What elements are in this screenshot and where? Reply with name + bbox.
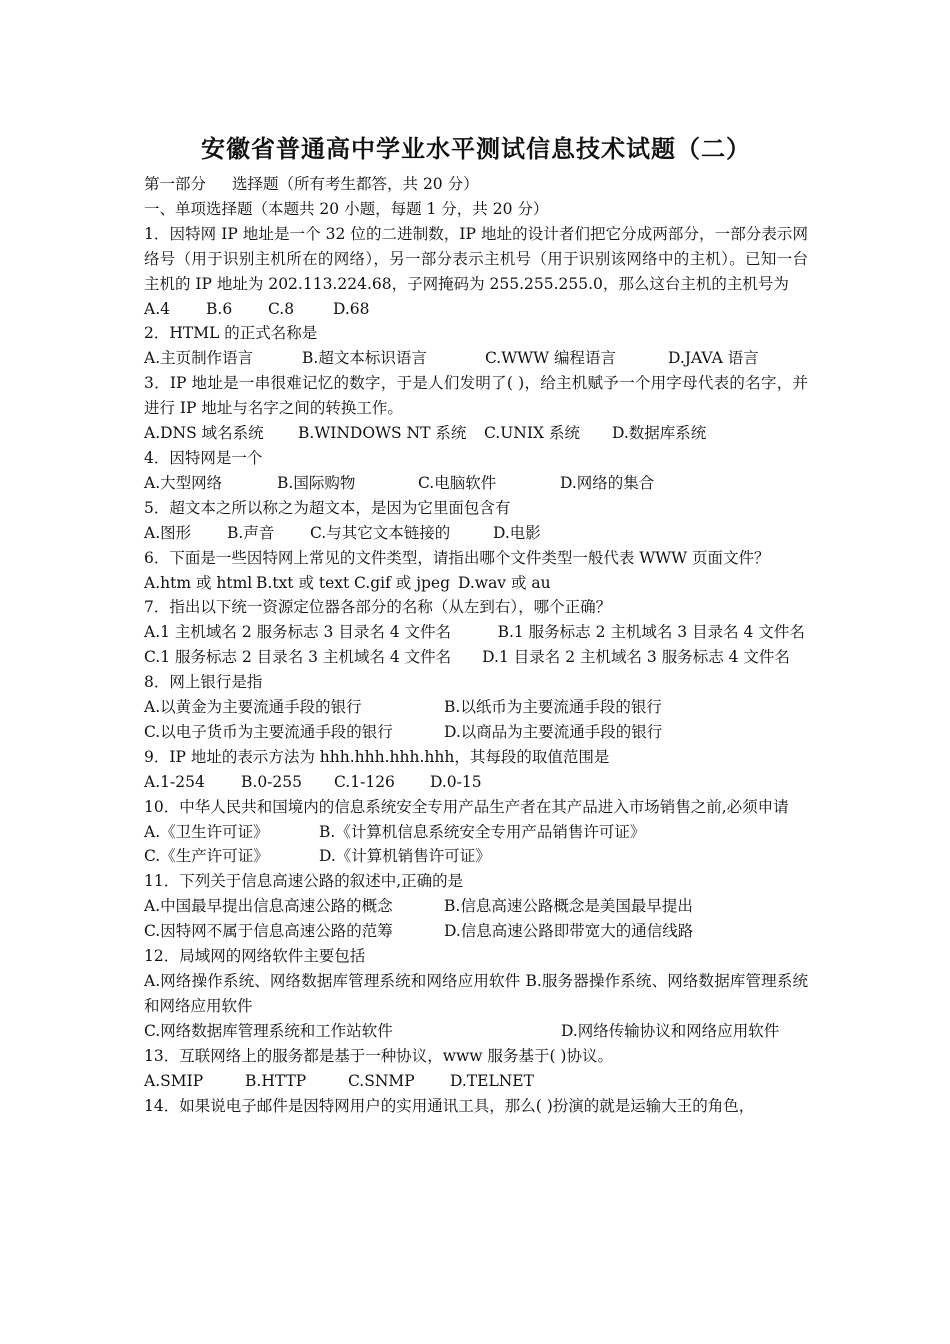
question-1-options <box>144 297 808 322</box>
option-a: A.主页制作语言 <box>144 349 254 368</box>
option-b: B.HTTP <box>245 1071 307 1090</box>
question-5-options <box>144 521 808 546</box>
option-c: C.SNMP <box>348 1071 415 1090</box>
question-4-options <box>144 471 808 496</box>
option-b: B.信息高速公路概念是美国最早提出 <box>444 897 693 916</box>
question-8-options-ab <box>144 695 808 720</box>
option-d: D.0-15 <box>430 772 482 791</box>
question-12-options-cd <box>144 1019 808 1044</box>
option-c: C.电脑软件 <box>418 473 497 492</box>
option-a: A.4 <box>144 299 170 318</box>
option-a: A.SMIP <box>144 1071 204 1090</box>
option-d: D.1 目录名 2 主机域名 3 服务标志 4 文件名 <box>482 648 790 667</box>
question-12-options-ab: A.网络操作系统、网络数据库管理系统和网络应用软件 B.服务器操作系统、网络数据库管理系统和网络应用软件 <box>144 972 808 1015</box>
option-c: C.gif 或 jpeg <box>354 573 451 592</box>
question-7-options-cd <box>144 645 808 670</box>
option-d: D.数据库系统 <box>612 424 707 443</box>
question-14-stem: 14．如果说电子邮件是因特网用户的实用通讯工具，那么( )扮演的就是运输大王的角色， <box>144 1096 755 1115</box>
question-5-stem: 5．超文本之所以称之为超文本，是因为它里面包含有 <box>144 498 511 517</box>
option-b: B.WINDOWS NT 系统 <box>298 424 467 443</box>
option-d: D.JAVA 语言 <box>668 349 759 368</box>
option-d: D.电影 <box>493 523 541 542</box>
question-3-options <box>144 421 808 446</box>
part-heading <box>144 172 808 197</box>
option-a: A.《卫生许可证》 <box>144 822 269 841</box>
option-d: D.网络传输协议和网络应用软件 <box>561 1021 780 1040</box>
question-11-stem: 11．下列关于信息高速公路的叙述中,正确的是 <box>144 872 464 891</box>
option-b: B.0-255 <box>241 772 303 791</box>
question-11-options-ab <box>144 894 808 919</box>
option-c: C.1-126 <box>334 772 395 791</box>
option-a: A.1 主机域名 2 服务标志 3 目录名 4 文件名 <box>144 623 452 642</box>
option-a: A.1-254 <box>144 772 205 791</box>
option-c: C.8 <box>268 299 295 318</box>
question-2-options <box>144 346 808 371</box>
option-c: C.《生产许可证》 <box>144 847 269 866</box>
option-a: A.中国最早提出信息高速公路的概念 <box>144 897 393 916</box>
option-b: B.以纸币为主要流通手段的银行 <box>444 698 662 717</box>
option-b: B.声音 <box>227 523 275 542</box>
option-d: D.《计算机销售许可证》 <box>319 847 491 866</box>
question-6-stem: 6．下面是一些因特网上常见的文件类型，请指出哪个文件类型一般代表 WWW 页面文件？ <box>144 548 770 567</box>
option-a: A.大型网络 <box>144 473 223 492</box>
option-c: C.UNIX 系统 <box>484 424 580 443</box>
option-d: D.TELNET <box>450 1071 534 1090</box>
question-6-options <box>144 571 808 596</box>
question-1-stem: 1．因特网 IP 地址是一个 32 位的二进制数，IP 地址的设计者们把它分成两部分，一部分表示网络号（用于识别主机所在的网络），另一部分表示主机号（用于识别该网络中的主机）。已知一台主机的 IP 地址为 202.113.224.68，子网掩码为 255.255.255.0，那么这台主机的主机号为 <box>144 224 808 293</box>
question-12-stem: 12．局域网的网络软件主要包括 <box>144 947 366 966</box>
question-3-stem: 3．IP 地址是一串很难记忆的数字，于是人们发明了( )，给主机赋予一个用字母代表的名字，并进行 IP 地址与名字之间的转换工作。 <box>144 374 808 418</box>
question-9-options <box>144 770 808 795</box>
option-b: B.1 服务标志 2 主机域名 3 目录名 4 文件名 <box>497 623 805 642</box>
question-7-options-ab <box>144 620 808 645</box>
option-b: B.超文本标识语言 <box>302 349 427 368</box>
option-b: B.国际购物 <box>277 473 356 492</box>
option-d: D.网络的集合 <box>560 473 655 492</box>
question-2-stem: 2．HTML 的正式名称是 <box>144 324 318 343</box>
part-label: 第一部分 <box>144 175 207 193</box>
option-c: C.网络数据库管理系统和工作站软件 <box>144 1021 393 1040</box>
part-text: 选择题（所有考生都答，共 20 分） <box>232 175 479 193</box>
question-13-stem: 13．互联网络上的服务都是基于一种协议，www 服务基于( )协议。 <box>144 1046 613 1065</box>
option-a: A.DNS 域名系统 <box>144 424 264 443</box>
option-a: A.以黄金为主要流通手段的银行 <box>144 698 362 717</box>
option-c: C.与其它文本链接的 <box>310 523 451 542</box>
option-b: B.《计算机信息系统安全专用产品销售许可证》 <box>319 822 646 841</box>
question-11-options-cd <box>144 919 808 944</box>
question-10-options-ab <box>144 820 808 845</box>
document-page <box>144 132 808 1118</box>
question-13-options <box>144 1069 808 1094</box>
option-b: B.txt 或 text <box>256 573 350 592</box>
question-9-stem: 9．IP 地址的表示方法为 hhh.hhh.hhh.hhh，其每段的取值范围是 <box>144 747 610 766</box>
option-c: C.WWW 编程语言 <box>485 349 616 368</box>
document-title: 安徽省普通高中学业水平测试信息技术试题（二） <box>201 134 751 163</box>
section-heading: 一、单项选择题（本题共 20 小题，每题 1 分，共 20 分） <box>144 199 549 218</box>
option-c: C.因特网不属于信息高速公路的范筹 <box>144 922 393 941</box>
option-d: D.信息高速公路即带宽大的通信线路 <box>444 922 694 941</box>
question-8-stem: 8．网上银行是指 <box>144 673 263 692</box>
question-7-stem: 7．指出以下统一资源定位器各部分的名称（从左到右），哪个正确？ <box>144 598 612 617</box>
option-a: A.htm 或 html <box>144 573 253 592</box>
option-c: C.以电子货币为主要流通手段的银行 <box>144 722 393 741</box>
option-d: D.以商品为主要流通手段的银行 <box>444 722 663 741</box>
question-10-options-cd <box>144 844 808 869</box>
question-8-options-cd <box>144 720 808 745</box>
question-10-stem: 10．中华人民共和国境内的信息系统安全专用产品生产者在其产品进入市场销售之前,必须申请 <box>144 797 789 816</box>
option-b: B.6 <box>206 299 233 318</box>
option-d: D.wav 或 au <box>458 573 551 592</box>
option-a: A.图形 <box>144 523 192 542</box>
question-4-stem: 4．因特网是一个 <box>144 448 263 467</box>
option-d: D.68 <box>333 299 370 318</box>
option-c: C.1 服务标志 2 目录名 3 主机域名 4 文件名 <box>144 648 452 667</box>
